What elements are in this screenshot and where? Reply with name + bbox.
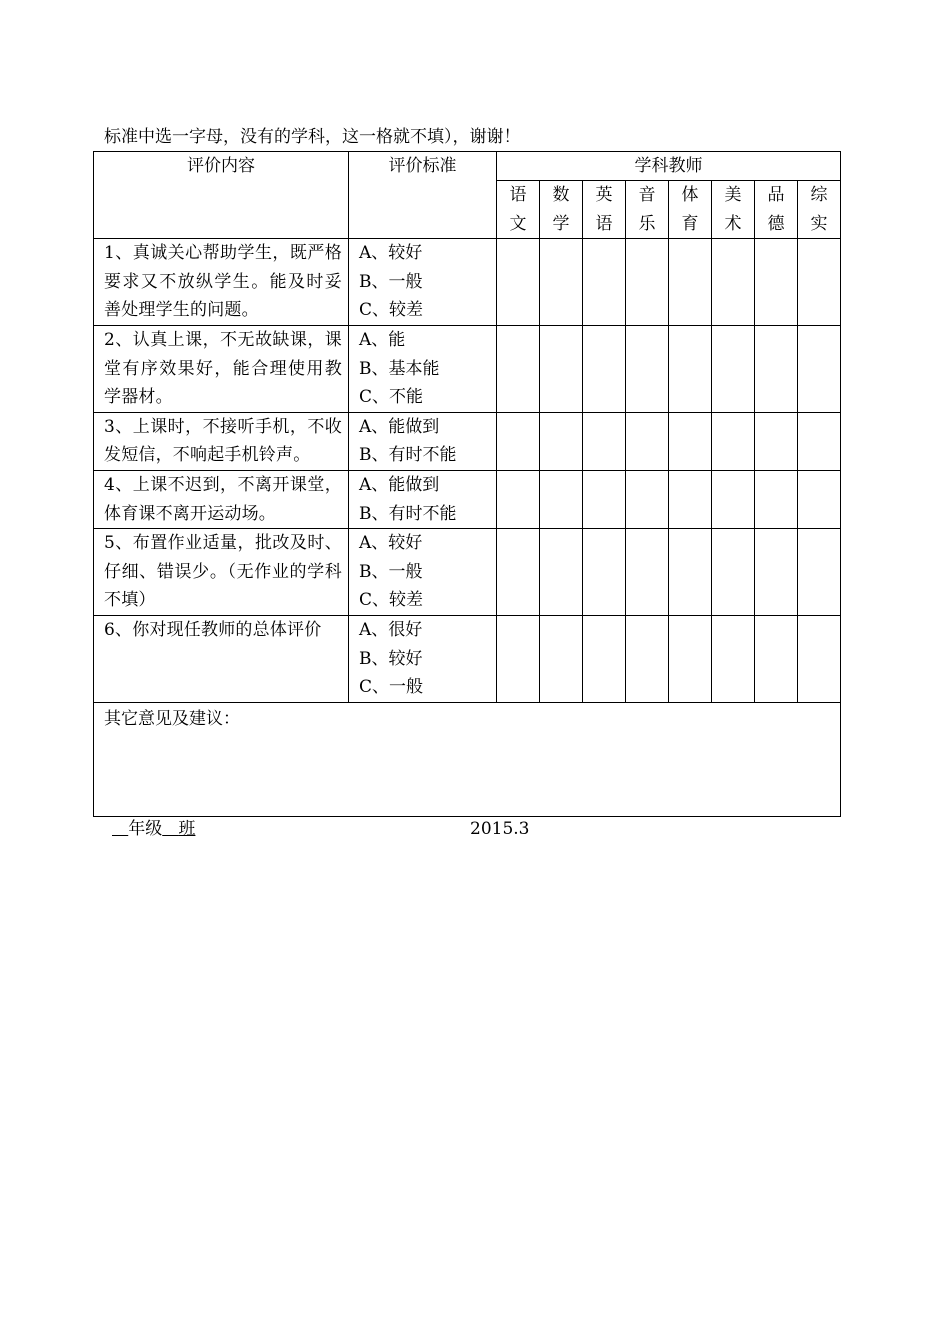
standard-option: B、有时不能 [359,445,457,466]
standard-option: B、基本能 [359,358,440,379]
standard-option: B、一般 [359,271,423,292]
standard-option: B、有时不能 [359,503,457,524]
remarks-label: 其它意见及建议： [104,708,240,729]
rating-cell[interactable] [798,529,841,616]
remarks-row [94,702,841,816]
criterion-content: 1、真诚关心帮助学生，既严格要求又不放纵学生。能及时妥善处理学生的问题。 [94,239,349,326]
subject-teachers-header: 学科教师 [497,152,841,181]
standard-option: C、较差 [359,300,424,321]
subject-header-2 [583,181,626,239]
subject-char-bottom: 语 [595,213,613,234]
subject-char-top: 体 [681,185,699,205]
subject-char-top: 数 [552,185,570,205]
rating-cell[interactable] [712,470,755,528]
intro-text: 标准中选一字母，没有的学科，这一格就不填），谢谢！ [104,127,521,147]
subject-char-top: 综 [810,185,828,205]
standard-option: A、很好 [359,619,423,640]
criterion-content: 3、上课时，不接听手机，不收发短信，不响起手机铃声。 [94,412,349,470]
rating-cell[interactable] [712,239,755,326]
criterion-content: 5、布置作业适量，批改及时、仔细、错误少。（无作业的学科不填） [94,529,349,616]
criterion-row [94,325,841,412]
remarks-cell[interactable] [94,702,841,816]
subject-header-6 [755,181,798,239]
criterion-row [94,412,841,470]
rating-cell[interactable] [755,239,798,326]
rating-cell[interactable] [540,239,583,326]
rating-cell[interactable] [669,412,712,470]
rating-cell[interactable] [755,325,798,412]
rating-cell[interactable] [626,615,669,702]
rating-cell[interactable] [583,529,626,616]
subject-char-bottom: 文 [509,213,527,234]
rating-cell[interactable] [497,412,540,470]
content-header: 评价内容 [94,152,349,239]
rating-cell[interactable] [712,325,755,412]
standard-option: B、较好 [359,648,423,669]
criterion-row [94,239,841,326]
grade-label: 年级 [128,819,163,839]
rating-cell[interactable] [669,470,712,528]
criterion-standard [349,470,497,528]
standard-option: B、一般 [359,561,423,582]
subject-char-bottom: 德 [767,213,785,234]
subject-header-3 [626,181,669,239]
rating-cell[interactable] [583,239,626,326]
subject-char-bottom: 乐 [638,213,656,234]
rating-cell[interactable] [626,529,669,616]
rating-cell[interactable] [755,470,798,528]
subject-char-top: 品 [767,185,785,205]
rating-cell[interactable] [755,529,798,616]
rating-cell[interactable] [755,615,798,702]
standard-option: A、能 [359,329,406,350]
rating-cell[interactable] [669,529,712,616]
grade-blank[interactable] [112,819,128,839]
subject-char-bottom: 学 [552,213,570,234]
standard-option: C、一般 [359,677,424,698]
subject-header-4 [669,181,712,239]
survey-date: 2015.3 [470,819,530,839]
subject-header-1 [540,181,583,239]
rating-cell[interactable] [583,412,626,470]
criterion-standard [349,239,497,326]
subject-header-0 [497,181,540,239]
rating-cell[interactable] [540,615,583,702]
rating-cell[interactable] [540,325,583,412]
evaluation-table [93,151,841,817]
criterion-content: 2、认真上课，不无故缺课，课堂有序效果好，能合理使用教学器材。 [94,325,349,412]
rating-cell[interactable] [497,470,540,528]
rating-cell[interactable] [712,615,755,702]
rating-cell[interactable] [583,615,626,702]
header-row [94,152,841,181]
rating-cell[interactable] [497,325,540,412]
subject-header-5 [712,181,755,239]
criterion-standard [349,325,497,412]
rating-cell[interactable] [583,470,626,528]
rating-cell[interactable] [626,239,669,326]
subject-char-top: 美 [724,185,742,205]
class-blank[interactable]: 班 [178,819,196,839]
criterion-content: 6、你对现任教师的总体评价 [94,615,349,702]
rating-cell[interactable] [540,529,583,616]
subject-char-bottom: 实 [810,213,828,234]
subject-char-top: 语 [509,185,527,205]
rating-cell[interactable] [712,412,755,470]
subject-char-bottom: 术 [724,213,742,234]
standard-option: A、能做到 [359,474,440,495]
standard-option: A、较好 [359,243,423,264]
criterion-row [94,529,841,616]
rating-cell[interactable] [798,470,841,528]
rating-cell[interactable] [755,412,798,470]
rating-cell[interactable] [798,325,841,412]
rating-cell[interactable] [497,239,540,326]
rating-cell[interactable] [798,615,841,702]
rating-cell[interactable] [626,470,669,528]
subject-char-top: 音 [638,185,656,205]
subject-char-top: 英 [595,185,613,205]
rating-cell[interactable] [798,239,841,326]
rating-cell[interactable] [540,412,583,470]
rating-cell[interactable] [669,615,712,702]
rating-cell[interactable] [712,529,755,616]
rating-cell[interactable] [626,412,669,470]
standard-option: A、较好 [359,533,423,554]
subject-header-7 [798,181,841,239]
criterion-standard [349,615,497,702]
subject-char-bottom: 育 [681,213,699,234]
rating-cell[interactable] [583,325,626,412]
rating-cell[interactable] [497,615,540,702]
criterion-row [94,615,841,702]
grade-class-line [112,818,195,840]
criterion-standard [349,412,497,470]
rating-cell[interactable] [669,239,712,326]
standard-option: C、较差 [359,590,424,611]
standard-header: 评价标准 [349,152,497,239]
rating-cell[interactable] [798,412,841,470]
rating-cell[interactable] [540,470,583,528]
standard-option: A、能做到 [359,416,440,437]
rating-cell[interactable] [497,529,540,616]
rating-cell[interactable] [669,325,712,412]
criterion-standard [349,529,497,616]
rating-cell[interactable] [626,325,669,412]
criterion-content: 4、上课不迟到，不离开课堂，体育课不离开运动场。 [94,470,349,528]
criterion-row [94,470,841,528]
standard-option: C、不能 [359,387,424,408]
